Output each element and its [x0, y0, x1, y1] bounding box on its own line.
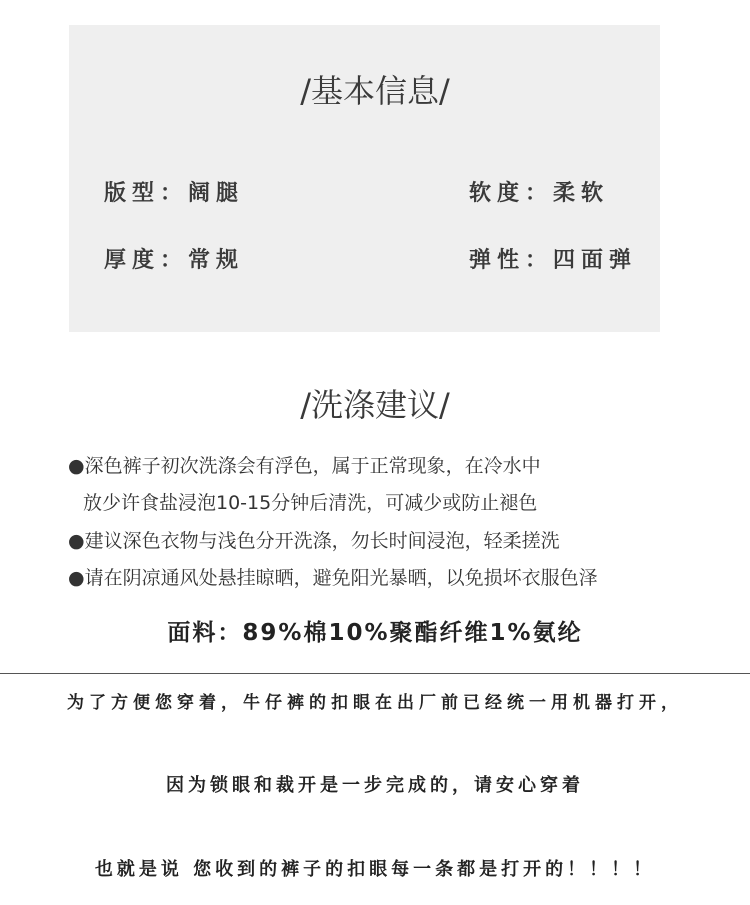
thickness-attribute [104, 243, 244, 274]
washing-line: ●建议深色衣物与浅色分开洗涤，勿长时间浸泡，轻柔搓洗 [68, 530, 560, 552]
buttonhole-note: 也就是说 您收到的裤子的扣眼每一条都是打开的！！！！ [94, 859, 656, 880]
washing-line: 放少许食盐浸泡10-15分钟后清洗，可减少或防止褪色 [83, 492, 538, 514]
section-divider [0, 673, 750, 674]
washing-title: /洗涤建议/ [300, 386, 450, 424]
washing-line: ●请在阴凉通风处悬挂晾晒，避免阳光暴晒，以免损坏衣服色泽 [68, 567, 598, 589]
fit-value: 阔腿 [188, 181, 245, 206]
fit-attribute [104, 176, 244, 207]
fit-label: 版型： [104, 181, 189, 206]
buttonhole-note: 为了方便您穿着，牛仔裤的扣眼在出厂前已经统一用机器打开， [67, 693, 683, 713]
elasticity-value: 四面弹 [553, 248, 638, 273]
elasticity-label: 弹性： [469, 248, 554, 273]
buttonhole-note: 因为锁眼和裁开是一步完成的，请安心穿着 [166, 775, 584, 796]
washing-line: ●深色裤子初次洗涤会有浮色，属于正常现象，在冷水中 [68, 455, 541, 477]
basic-info-title: /基本信息/ [300, 72, 450, 110]
thickness-label: 厚度： [104, 248, 189, 273]
elasticity-attribute [469, 243, 637, 274]
softness-value: 柔软 [553, 181, 610, 206]
softness-attribute [469, 176, 609, 207]
thickness-value: 常规 [188, 248, 245, 273]
fabric-composition: 面料：89%棉10%聚酯纤维1%氨纶 [167, 620, 583, 646]
softness-label: 软度： [469, 181, 554, 206]
